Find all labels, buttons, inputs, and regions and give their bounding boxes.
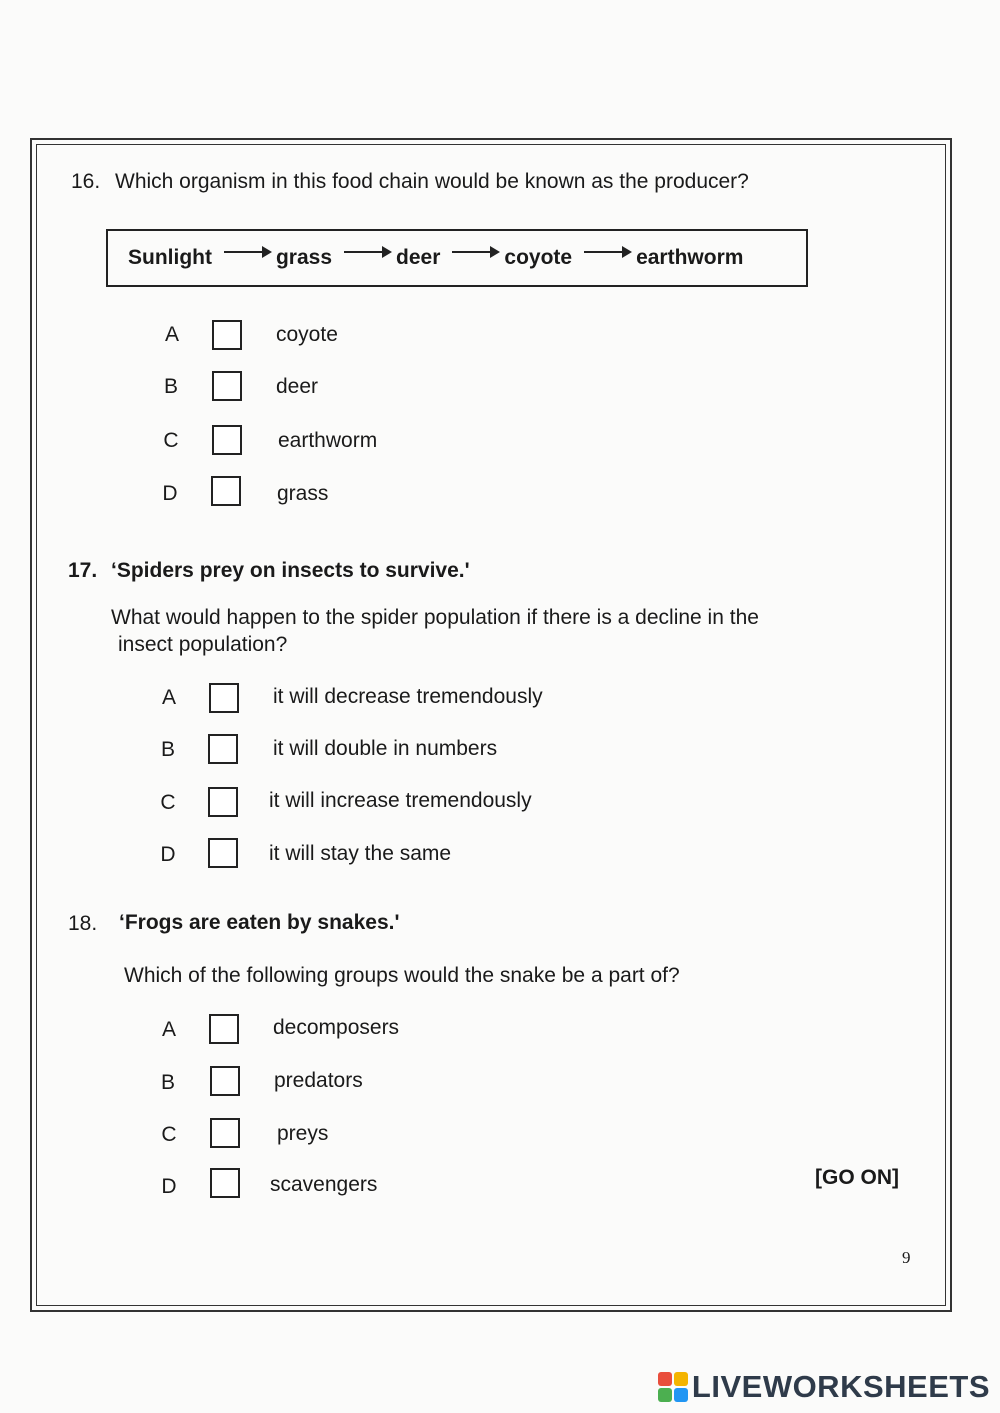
answer-checkbox-b[interactable] [210,1066,240,1096]
answer-checkbox-a[interactable] [212,320,242,350]
option-letter: C [161,1123,177,1146]
logo-text-worksheets: WORKSHEETS [762,1369,990,1404]
logo-tile [658,1388,672,1402]
option-letter: D [161,1175,177,1198]
right-arrow-icon [584,251,630,253]
answer-checkbox-d[interactable] [210,1168,240,1198]
option-letter: A [164,323,179,346]
right-arrow-icon [344,251,390,253]
logo-tile [658,1372,672,1386]
option-letter: C [160,791,176,814]
question-number: 18. [68,912,98,935]
option-text: preys [277,1122,329,1145]
food-chain-box [106,229,808,287]
question-statement: ‘Frogs are eaten by snakes.' [119,911,400,934]
option-text: coyote [276,323,338,346]
chain-item: Sunlight [128,246,212,269]
answer-checkbox-b[interactable] [208,734,238,764]
option-text: it will double in numbers [273,737,498,760]
option-text: decomposers [273,1016,400,1039]
chain-item: coyote [504,246,573,269]
answer-checkbox-d[interactable] [208,838,238,868]
question-text: Which of the following groups would the snake be a part of? [124,964,680,987]
option-text: it will decrease tremendously [273,685,543,708]
answer-checkbox-a[interactable] [209,1014,239,1044]
right-arrow-icon [452,251,498,253]
right-arrow-icon [224,251,270,253]
answer-checkbox-c[interactable] [210,1118,240,1148]
chain-item: earthworm [636,246,744,269]
option-letter: B [160,1071,175,1094]
option-letter: C [163,429,179,452]
page-number: 9 [902,1248,911,1267]
question-statement: ‘Spiders prey on insects to survive.' [111,559,470,582]
logo-text-live: LIVE [691,1369,763,1404]
answer-checkbox-b[interactable] [212,371,242,401]
logo-tile [674,1388,688,1402]
option-text: scavengers [270,1173,378,1196]
chain-item: grass [275,246,333,269]
option-text: predators [274,1069,363,1092]
option-letter: D [162,482,178,505]
option-text: earthworm [278,429,378,452]
option-letter: B [163,375,178,398]
option-text: it will increase tremendously [269,789,532,812]
question-text: Which organism in this food chain would be known as the producer? [115,170,749,193]
option-letter: A [161,1018,176,1041]
option-letter: D [160,843,176,866]
go-on-label: [GO ON] [815,1166,899,1189]
chain-item: deer [396,246,441,269]
option-text: grass [277,482,329,505]
answer-checkbox-c[interactable] [208,787,238,817]
question-text: What would happen to the spider population if there is a decline in the [111,606,759,629]
liveworksheets-logo [658,1369,990,1405]
liveworksheets-icon [658,1372,688,1402]
option-text: it will stay the same [269,842,452,865]
logo-tile [674,1372,688,1386]
option-letter: A [161,686,176,709]
question-text-continued: insect population? [118,633,288,656]
option-text: deer [276,375,319,398]
answer-checkbox-a[interactable] [209,683,239,713]
answer-checkbox-c[interactable] [212,425,242,455]
question-number: 16. [71,170,101,193]
option-letter: B [160,738,175,761]
question-number: 17. [68,559,98,582]
answer-checkbox-d[interactable] [211,476,241,506]
